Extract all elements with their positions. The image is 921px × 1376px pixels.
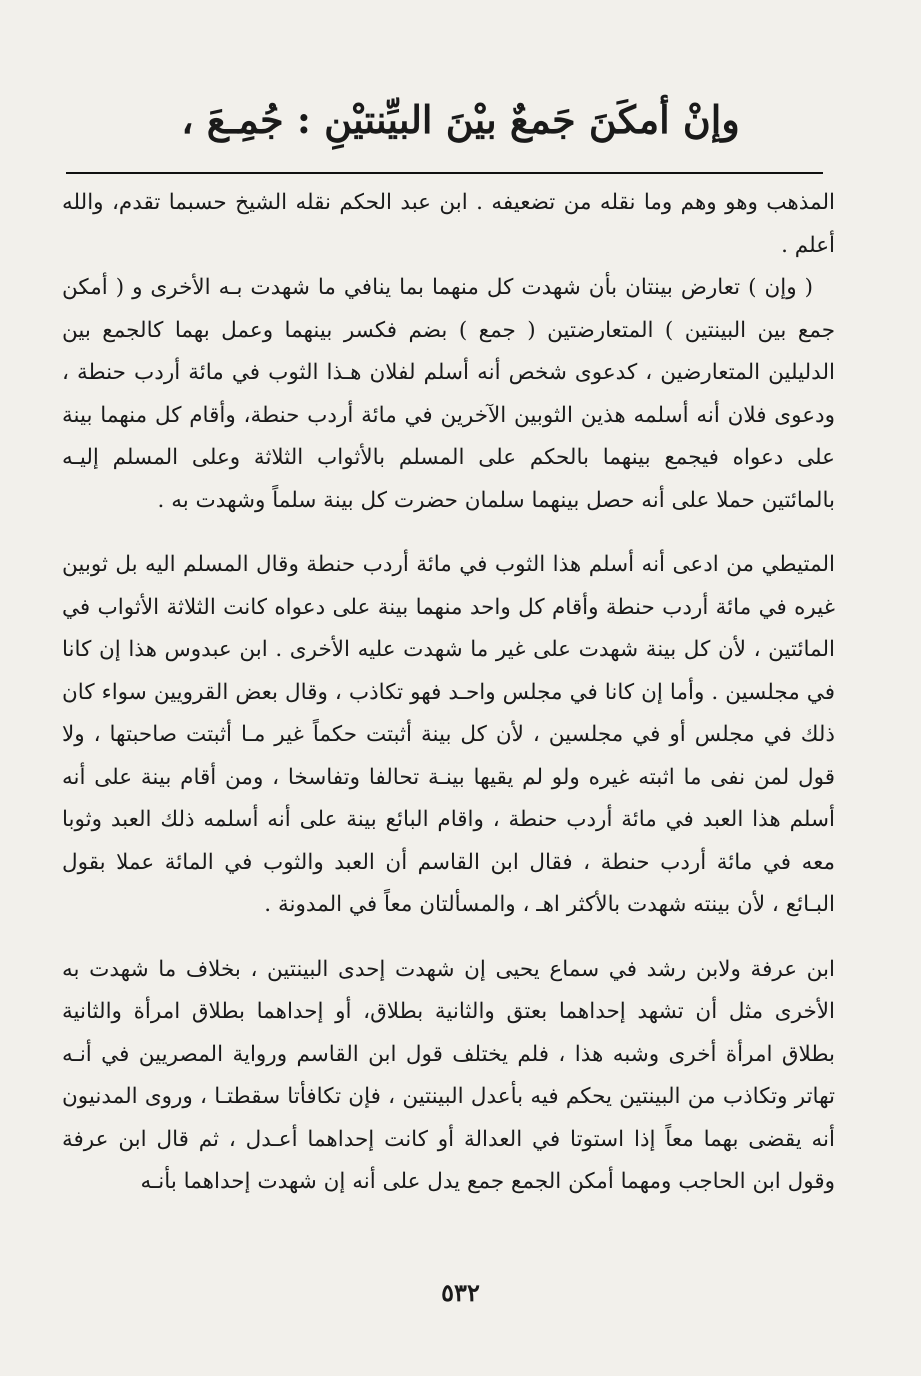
paragraph-1: المذهب وهو وهم وما نقله من تضعيفه . ابن عبد الحكم نقله الشيخ حسبما تقدم، والله أعلم . xyxy=(62,190,835,258)
page-number: ٥٣٢ xyxy=(441,1278,480,1307)
paragraph-3: المتيطي من ادعى أنه أسلم هذا الثوب في مائة أردب حنطة وقال المسلم اليه بل ثوبين غيره في مائة أردب حنطة وأقام كل واحد منهما بينة على دعواه كانت الثلاثة الأثواب في المائتين ، لأن كل بينة شهدت على غير ما شهدت عليه الأخرى . ابن عبدوس هذا إن كانا في مجلسين . وأما إن كانا في مجلس واحـد فهو تكاذب ، وقال بعض القرويين سواء كان ذلك في مجلس أو في مجلسين ، لأن كل بينة أثبتت حكماً غير مـا أثبتت صاحبتها ، ولا قول لمن نفى ما اثبته غيره ولو لم يقيها بينـة تحالفا وتفاسخا ، ومن أقام بينة على أنه أسلم هذا العبد في مائة أردب حنطة ، واقام البائع بينة على أنه أسلمه ذلك العبد وثوبا معه في مائة أردب حنطة ، فقال ابن القاسم أن العبد والثوب في المائة عملا بقول البـائع ، لأن بينته شهدت بالأكثر اهـ ، والمسألتان معاً في المدونة . xyxy=(62,552,835,917)
commentary-body xyxy=(62,182,835,1204)
verse-heading: وإنْ أمكَنَ جَمعٌ بيْنَ البيِّنتيْنِ : جُمِـعَ ، xyxy=(181,97,740,142)
header-divider xyxy=(66,172,823,174)
paragraph-2: ( وإن ) تعارض بينتان بأن شهدت كل منهما بما ينافي ما شهدت بـه الأخرى و ( أمكن جمع بين البينتين ) المتعارضتين ( جمع ) بضم فكسر بينهما وعمل بهما كالجمع بين الدليلين المتعارضين ، كدعوى شخص أنه أسلم لفلان هـذا الثوب في مائة أردب حنطة ، ودعوى فلان أنه أسلمه هذين الثوبين الآخرين في مائة أردب حنطة، وأقام كل منهما بينة على دعواه فيجمع بينهما بالحكم على المسلم بالأثواب الثلاثة وعلى المسلم إليـه بالمائتين حملا على أنه حصل بينهما سلمان حضرت كل بينة سلماً وشهدت به . xyxy=(62,275,835,513)
paragraph-4: ابن عرفة ولابن رشد في سماع يحيى إن شهدت إحدى البينتين ، بخلاف ما شهدت به الأخرى مثل أن تشهد إحداهما بعتق والثانية بطلاق، أو إحداهما بطلاق امرأة والثانية بطلاق امرأة أخرى وشبه هذا ، فلم يختلف قول ابن القاسم ورواية المصريين في أنـه تهاتر وتكاذب من البينتين يحكم فيه بأعدل البينتين ، فإن تكافأتا سقطتـا ، وروى المدنيون أنه يقضى بهما معاً إذا استوتا في العدالة أو كانت إحداهما أعـدل ، ثم قال ابن عرفة وقول ابن الحاجب ومهما أمكن الجمع جمع يدل على أنه إن شهدت إحداهما بأنـه xyxy=(62,956,835,1194)
